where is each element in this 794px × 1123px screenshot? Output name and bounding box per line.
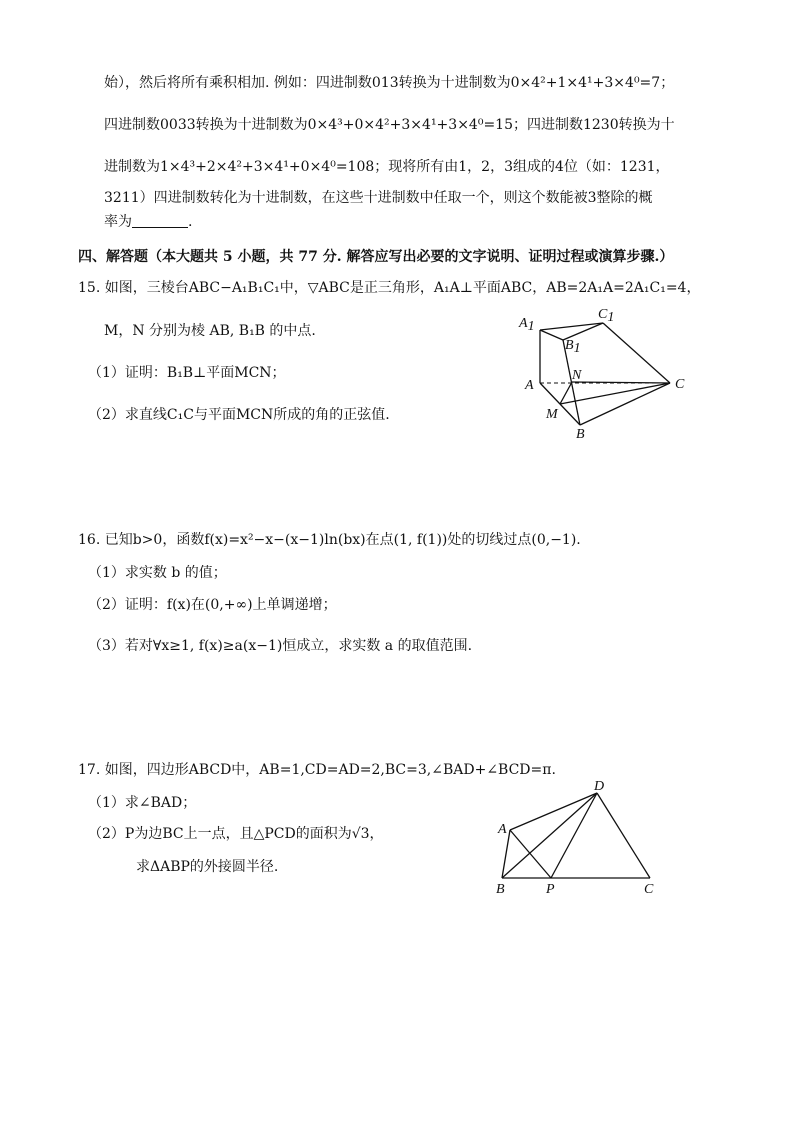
- label-a: A: [525, 378, 534, 393]
- period: .: [188, 214, 193, 230]
- continuation-line-2: 四进制数0033转换为十进制数为0×4³+0×4²+3×4¹+3×4⁰=15；四进制数1230转换为十: [104, 117, 675, 133]
- p15-stem-2: M，N 分别为棱 AB, B₁B 的中点.: [104, 323, 316, 339]
- p17-question-2a: （2）P为边BC上一点，且△PCD的面积为√3，: [88, 826, 384, 842]
- p17-question-2b: 求ΔABP的外接圆半径.: [136, 859, 279, 875]
- p15-question-2: （2）求直线C₁C与平面MCN所成的角的正弦值.: [88, 407, 390, 423]
- label-m: M: [546, 407, 558, 422]
- p16-question-1: （1）求实数 b 的值；: [88, 565, 227, 581]
- p15-stem-1: 15. 如图，三棱台ABC−A₁B₁C₁中，▽ABC是正三角形，A₁A⊥平面ABC，AB=2A₁A=2A₁C₁=4，: [78, 280, 701, 296]
- p16-question-3: （3）若对∀x≥1, f(x)≥a(x−1)恒成立，求实数 a 的取值范围.: [88, 638, 473, 654]
- label-b1: B1: [565, 338, 581, 356]
- label-p: P: [546, 882, 555, 897]
- edge-ap: [510, 830, 551, 878]
- p17-question-1: （1）求∠BAD；: [88, 795, 197, 811]
- edge-pd: [551, 793, 597, 878]
- p16-stem: 16. 已知b>0，函数f(x)=x²−x−(x−1)ln(bx)在点(1, f(1))处的切线过点(0,−1).: [78, 532, 581, 548]
- p17-stem: 17. 如图，四边形ABCD中，AB=1,CD=AD=2,BC=3,∠BAD+∠BCD=π.: [78, 762, 556, 778]
- edge-ab: [502, 830, 510, 878]
- edge-dc: [597, 793, 650, 878]
- continuation-line-3: 进制数为1×4³+2×4²+3×4¹+0×4⁰=108；现将所有由1，2，3组成的4位（如：1231，: [104, 159, 670, 175]
- label-b: B: [496, 882, 505, 897]
- label-d: D: [594, 779, 605, 794]
- label-c1: C1: [598, 307, 615, 325]
- p17-figure-edges: [502, 793, 650, 878]
- label-b: B: [576, 427, 585, 442]
- label-n: N: [572, 368, 582, 383]
- label-c: C: [644, 882, 654, 897]
- continuation-line-1: 始），然后将所有乘积相加. 例如：四进制数013转换为十进制数为0×4²+1×4¹+3×4⁰=7；: [104, 75, 675, 91]
- label-c: C: [675, 377, 685, 392]
- label-a1: A1: [519, 316, 535, 334]
- p16-question-2: （2）证明：f(x)在(0,+∞)上单调递增；: [88, 597, 337, 613]
- edge-bd: [502, 793, 597, 878]
- p15-question-1: （1）证明：B₁B⊥平面MCN；: [88, 365, 286, 381]
- continuation-line-4: 3211）四进制数转化为十进制数，在这些十进制数中任取一个，则这个数能被3整除的概: [104, 190, 653, 206]
- continuation-line-5-text: 率为: [104, 214, 132, 230]
- label-a: A: [498, 822, 507, 837]
- edge-ad: [510, 793, 597, 830]
- section-4-heading: 四、解答题（本大题共 5 小题，共 77 分. 解答应写出必要的文字说明、证明过程或演算步骤.）: [78, 249, 674, 265]
